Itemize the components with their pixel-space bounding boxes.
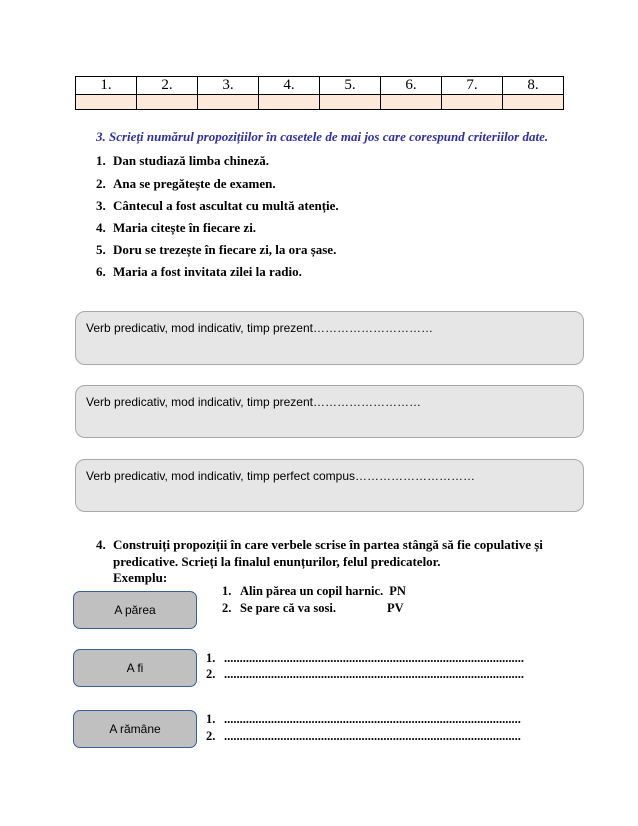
exercise4-example-label: Exemplu: [113,570,168,585]
answer-table-input-row [76,95,564,110]
sentence-number: 6. [96,264,106,279]
verb-box-a-parea [73,591,197,629]
criteria-box[interactable] [75,459,584,512]
sentence-number: 1. [96,153,106,168]
sentence-text: Doru se trezește în fiecare zi, la ora șase. [113,242,337,257]
sentence-item [96,176,276,192]
answer-input-cell[interactable] [503,95,564,110]
criteria-box[interactable] [75,385,584,438]
answer-header-cell: 7. [442,77,503,95]
answer-header-cell: 3. [198,77,259,95]
sentence-number: 4. [96,220,106,235]
exercise4-instructions [96,537,556,587]
answer-line-dots: ................................................................................................ [224,651,524,665]
answer-header-cell: 4. [259,77,320,95]
answer-input-cell[interactable] [442,95,503,110]
criteria-text: Verb predicativ, mod indicativ, timp prezent……………………… [86,395,421,409]
answer-header-cell: 1. [76,77,137,95]
sentence-text: Ana se pregătește de examen. [113,176,276,191]
answer-input-cell[interactable] [137,95,198,110]
verb-box-a-ramane [73,710,197,748]
answer-line[interactable] [206,729,521,744]
verb-label: A rămâne [109,722,161,736]
verb-label: A fi [126,661,144,675]
answer-table-header-row [76,77,564,95]
example-number: 2. [222,601,232,615]
verb-label: A părea [114,603,156,617]
answer-header-cell: 2. [137,77,198,95]
answer-input-cell[interactable] [381,95,442,110]
sentence-item [96,220,256,236]
answer-input-cell[interactable] [259,95,320,110]
exercise4-line1: Construiți propoziții în care verbele scrise în partea stângă să fie copulative și [113,537,543,552]
answer-line-dots: ............................................................................................... [224,712,521,726]
criteria-box[interactable] [75,311,584,365]
answer-line[interactable] [206,667,524,682]
sentence-item [96,153,269,169]
answer-header-cell: 8. [503,77,564,95]
answer-line-number: 1. [206,651,216,665]
sentence-text: Maria citește în fiecare zi. [113,220,257,235]
sentence-text: Maria a fost invitata zilei la radio. [113,264,302,279]
example-line [222,584,406,599]
criteria-text: Verb predicativ, mod indicativ, timp prezent………………………… [86,321,433,335]
answer-header-cell: 6. [381,77,442,95]
answer-line[interactable] [206,651,524,666]
example-text: Alin părea un copil harnic. [240,584,384,598]
answer-input-cell[interactable] [76,95,137,110]
sentence-number: 3. [96,198,106,213]
example-type: PN [389,584,406,598]
exercise4-line2: predicative. Scrieți la finalul enunțurilor, felul predicatelor. [113,553,441,569]
example-text: Se pare că va sosi. [240,601,336,615]
exercise3-title: 3. Scrieți numărul propozițiilor în casetele de mai jos care corespund criteriilor date. [96,129,549,144]
example-type: PV [387,601,404,615]
answer-header-cell: 5. [320,77,381,95]
exercise4-number: 4. [96,537,106,552]
answer-input-cell[interactable] [320,95,381,110]
sentence-item [96,242,336,258]
verb-box-a-fi [73,649,197,687]
sentence-item [96,264,302,280]
answer-line-dots: ............................................................................................... [224,729,521,743]
answer-line-number: 1. [206,712,216,726]
sentence-number: 2. [96,176,106,191]
criteria-text: Verb predicativ, mod indicativ, timp perfect compus………………………… [86,469,476,483]
sentence-number: 5. [96,242,106,257]
answer-table [75,76,564,110]
example-number: 1. [222,584,232,598]
sentence-item [96,198,339,214]
answer-input-cell[interactable] [198,95,259,110]
answer-line-dots: ................................................................................................ [224,667,524,681]
sentence-text: Dan studiază limba chineză. [113,153,270,168]
answer-line-number: 2. [206,729,216,743]
answer-line-number: 2. [206,667,216,681]
example-line [222,601,404,616]
sentence-text: Cântecul a fost ascultat cu multă atenție. [113,198,339,213]
answer-line[interactable] [206,712,521,727]
